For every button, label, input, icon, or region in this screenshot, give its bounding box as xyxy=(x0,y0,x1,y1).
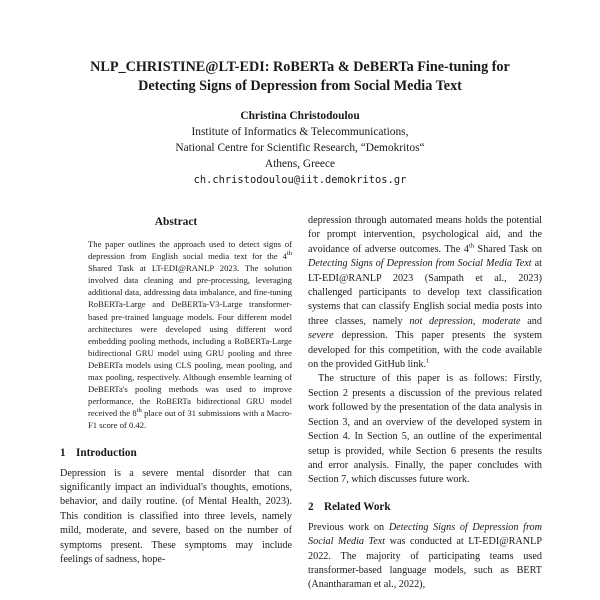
rc-p3-a: Previous work on xyxy=(308,521,389,533)
affiliation-line-2: National Centre for Scientific Research, “Demokritos“ xyxy=(175,142,425,154)
title-line-1: NLP_CHRISTINE@LT-EDI: RoBERTa & DeBERTa Fine-tuning for xyxy=(90,59,510,75)
intro-paragraph-continued xyxy=(308,214,542,372)
rc-p3-task-title: Detecting Signs of Depression from Social Media Text xyxy=(308,521,543,548)
rc-p1-task-title: Detecting Signs of Depression from Social Media Text xyxy=(308,258,532,270)
title-line-2: Detecting Signs of Depression from Social Media Text xyxy=(138,78,462,94)
abstract-sup-a: th xyxy=(286,250,292,258)
rc-p1-class-moderate: moderate xyxy=(482,315,521,327)
affiliation-line-1: Institute of Informatics & Telecommunications, xyxy=(191,126,409,138)
structure-paragraph: The structure of this paper is as follows: Firstly, Section 2 presents a discussion of the previous related work followed by the presentation of the data analysis in Section 3, and an overview of the developed system in Section 4. In Section 5, an outline of the experimental setup is provided, while Section 6 presents the results and error analysis. Finally, the paper concludes with Section 7, which discusses future work. xyxy=(308,373,542,486)
section-2-title: Related Work xyxy=(324,500,391,513)
author-name: Christina Christodoulou xyxy=(240,110,360,122)
rc-p1-e: and xyxy=(520,315,542,327)
affiliation-line-3: Athens, Greece xyxy=(264,158,336,170)
section-2-paragraph xyxy=(308,521,542,593)
section-1-paragraph: Depression is a severe mental disorder that can significantly impact an individual's thoughts, emotions, behavior, and daily routine. (of Mental Health, 2023). This condition is classified into three levels, namely mild, moderate, and severe, based on the number of symptoms present. These symptoms may include feelings of sadness, hope- xyxy=(60,467,292,565)
paper-title xyxy=(40,58,560,96)
abstract-text xyxy=(88,238,292,432)
abstract-sup-b: th xyxy=(136,407,142,415)
rc-p1-class-not-depression: not depression xyxy=(409,315,473,327)
abstract-text-a: The paper outlines the approach used to detect signs of depression from English social media text for the 4 xyxy=(88,239,292,262)
abstract-text-b: Shared Task at LT-EDI@RANLP 2023. The solution involved data cleaning and pre-processing, leveraging additional data, addressing data imbalance, and fine-tuning RoBERTa-Large and DeBERTa-V3-Large transformer-based pre-trained language models. Four different model architectures were developed using different word embedding pooling methods, including a RoBERTa-Large bidirectional GRU model using GRU pooling and three DeBERTa models using CLS pooling, mean pooling, and max pooling, respectively. Although ensemble learning of DeBERTa's pooling methods was used to improve performance, the RoBERTa bidirectional GRU model received the 8 xyxy=(88,263,292,419)
section-2-number: 2 xyxy=(308,500,314,513)
rc-p1-c: at LT-EDI@RANLP 2023 (Sampath et al., 2023) challenged participants to develop text classification systems that can classify English social media posts into three classes, namely xyxy=(308,258,542,327)
rc-p1-b: Shared Task on xyxy=(474,243,543,255)
section-1-number: 1 xyxy=(60,446,66,459)
author-email: ch.christodoulou@iit.demokritos.gr xyxy=(193,174,407,186)
right-column xyxy=(308,214,542,593)
section-1-title: Introduction xyxy=(76,446,137,459)
rc-p1-class-severe: severe xyxy=(308,330,334,342)
section-2-heading xyxy=(308,500,542,515)
abstract-heading: Abstract xyxy=(154,216,198,228)
footnote-marker: 1 xyxy=(426,357,430,365)
left-column xyxy=(60,214,292,567)
author-block xyxy=(40,108,560,188)
rc-p1-f: depression. This paper presents the system developed for this competition, with the code available on the provided GitHub link. xyxy=(308,330,542,371)
section-1-heading xyxy=(60,446,292,461)
rc-p1-a: depression through automated means holds the potential for prompt intervention, psychological aid, and the avoidance of adverse outcomes. The 4 xyxy=(308,215,542,255)
rc-p1-d: , xyxy=(472,315,483,327)
rc-p3-b: was conducted at LT-EDI@RANLP 2022. The majority of participating teams used transformer-based language models, such as BERT (Anantharaman et al., 2022), xyxy=(308,536,543,591)
rc-p1-sup: th xyxy=(468,242,474,250)
abstract-text-c: place out of 31 submissions with a Macro-F1 score of 0.42. xyxy=(88,408,292,431)
